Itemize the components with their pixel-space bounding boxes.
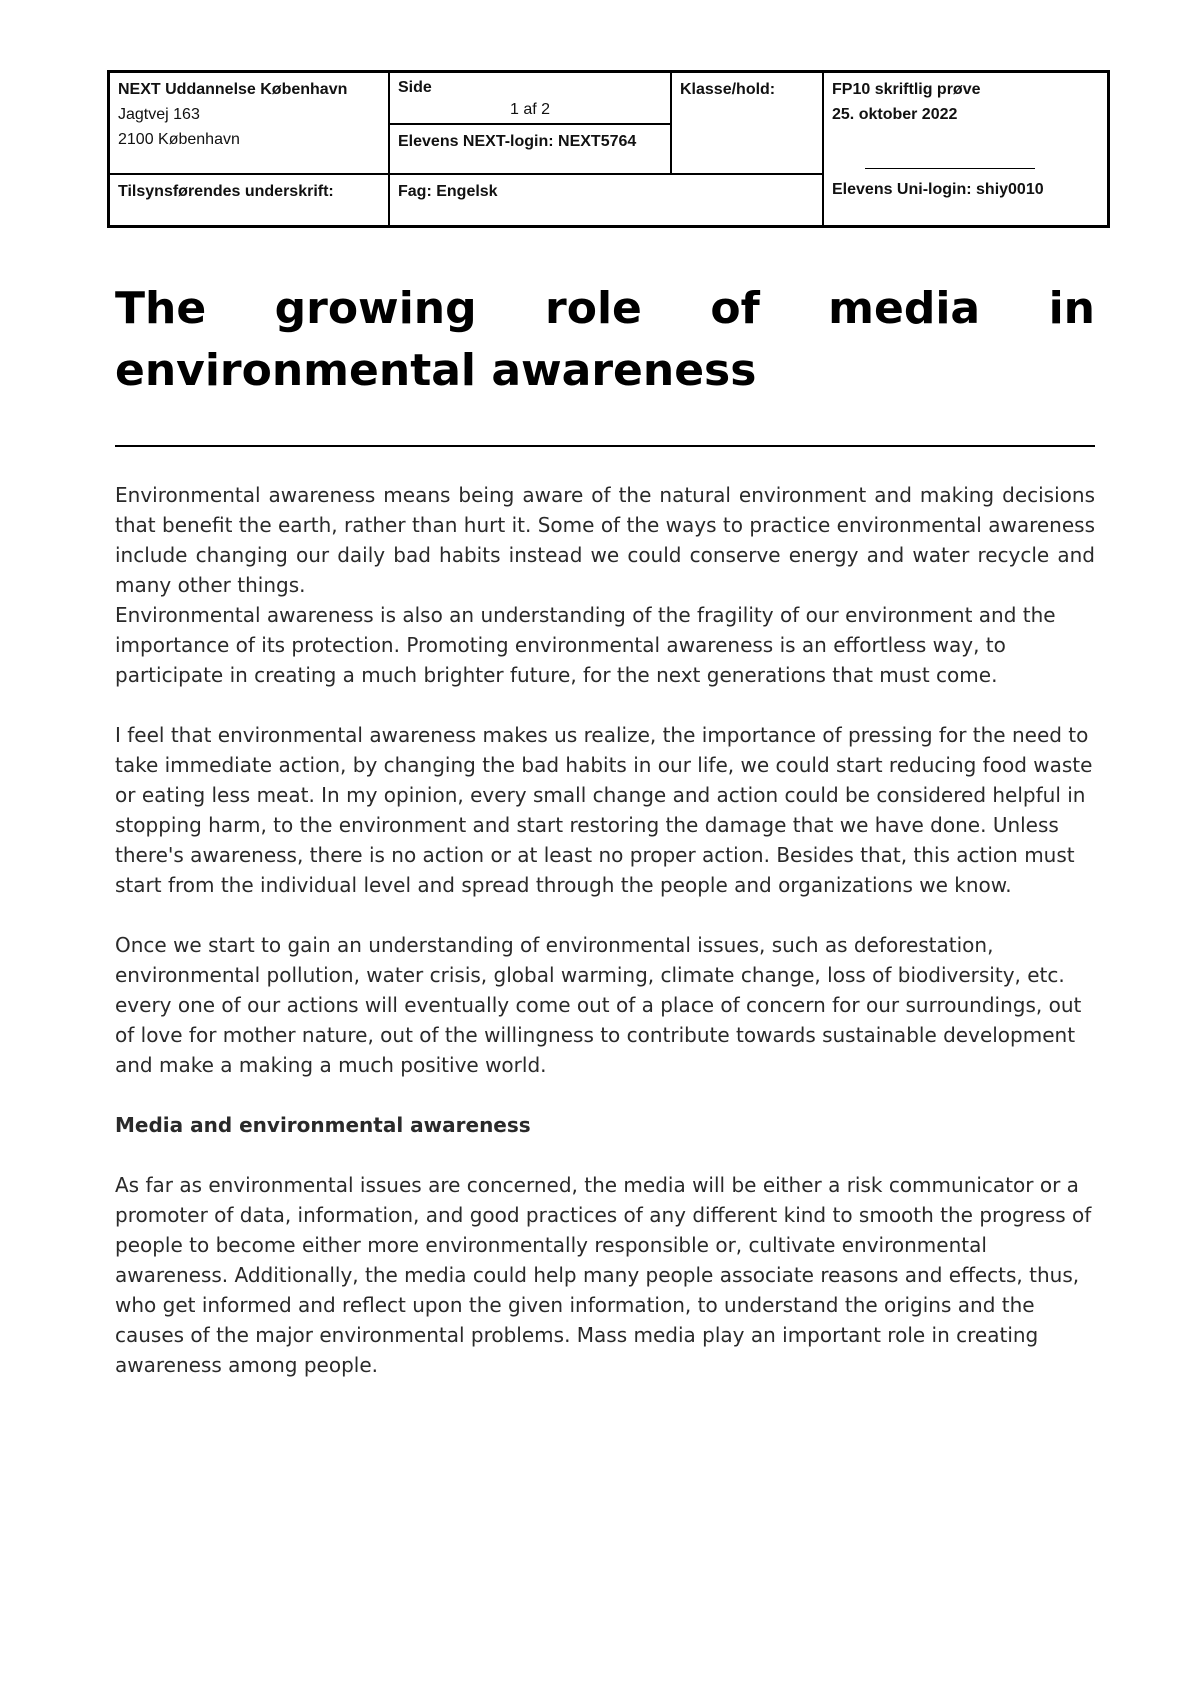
paragraph-opinion: I feel that environmental awareness makes us realize, the importance of pressing for the need to take immediate action, by changing the bad habits in our life, we could start reducing food waste or eating less meat. In my opinion, every small change and action could be considered helpful in stopping harm, to the environment and start restoring the damage that we have done. Unless there's awareness, there is no action or at least no proper action. Besides that, this action must start from the individual level and spread through the people and organizations we know.	[115, 723, 1093, 897]
document-body	[115, 480, 1095, 1410]
uni-login-cell	[824, 173, 1107, 213]
next-login-cell	[390, 125, 670, 173]
title-word: The	[115, 283, 207, 334]
class-cell	[672, 73, 822, 173]
title-word: role	[545, 283, 642, 334]
subject: Fag: Engelsk	[398, 183, 498, 200]
page-cell	[390, 73, 670, 123]
paragraph-media: As far as environmental issues are concerned, the media will be either a risk communicator or a promoter of data, information, and good practices of any different kind to smooth the progress of people to become either more environmentally responsible or, cultivate environmental awareness. Additionally, the media could help many people associate reasons and effects, thus, who get informed and reflect upon the given information, to understand the origins and the causes of the major environmental problems. Mass media play an important role in creating awareness among people.	[115, 1173, 1092, 1377]
next-login: Elevens NEXT-login: NEXT5764	[398, 133, 637, 150]
document-title	[115, 278, 1095, 402]
uni-login: Elevens Uni-login: shiy0010	[832, 181, 1044, 198]
title-underline-rule	[115, 445, 1095, 447]
paragraph-fragility: Environmental awareness is also an understanding of the fragility of our environment and the importance of its protection. Promoting environmental awareness is an effortless way, to participate in creating a much brighter future, for the next generations that must come.	[115, 603, 1056, 687]
school-name: NEXT Uddannelse København	[118, 81, 348, 98]
title-line-2: environmental awareness	[115, 345, 757, 396]
exam-name: FP10 skriftlig prøve	[832, 81, 981, 98]
school-city: 2100 København	[118, 131, 240, 148]
class-label: Klasse/hold:	[680, 81, 776, 98]
supervisor-cell	[110, 175, 388, 225]
title-word: of	[710, 283, 760, 334]
signature-line	[865, 168, 1035, 169]
exam-date: 25. oktober 2022	[832, 106, 958, 123]
supervisor-signature-label: Tilsynsførendes underskrift:	[118, 183, 334, 200]
paragraph-understanding: Once we start to gain an understanding of environmental issues, such as deforestation, environmental pollution, water crisis, global warming, climate change, loss of biodiversity, etc. every one of our actions will eventually come out of a place of concern for our surroundings, out of love for mother nature, out of the willingness to contribute towards sustainable development and make a making a much positive world.	[115, 933, 1082, 1077]
side-label: Side	[398, 79, 432, 96]
title-word: growing	[274, 283, 477, 334]
school-street: Jagtvej 163	[118, 106, 200, 123]
section-heading-media: Media and environmental awareness	[115, 1113, 531, 1137]
title-line-1	[115, 278, 1095, 340]
paragraph-definition: Environmental awareness means being aware of the natural environment and making decisions that benefit the earth, rather than hurt it. Some of the ways to practice environmental awareness include changing our daily bad habits instead we could conserve energy and water recycle and many other things.	[115, 483, 1095, 597]
title-word: in	[1048, 283, 1095, 334]
title-word: media	[828, 283, 981, 334]
page-number: 1 af 2	[509, 101, 551, 118]
subject-cell	[390, 175, 822, 225]
school-info-cell	[110, 73, 388, 173]
exam-header-table	[107, 70, 1110, 228]
